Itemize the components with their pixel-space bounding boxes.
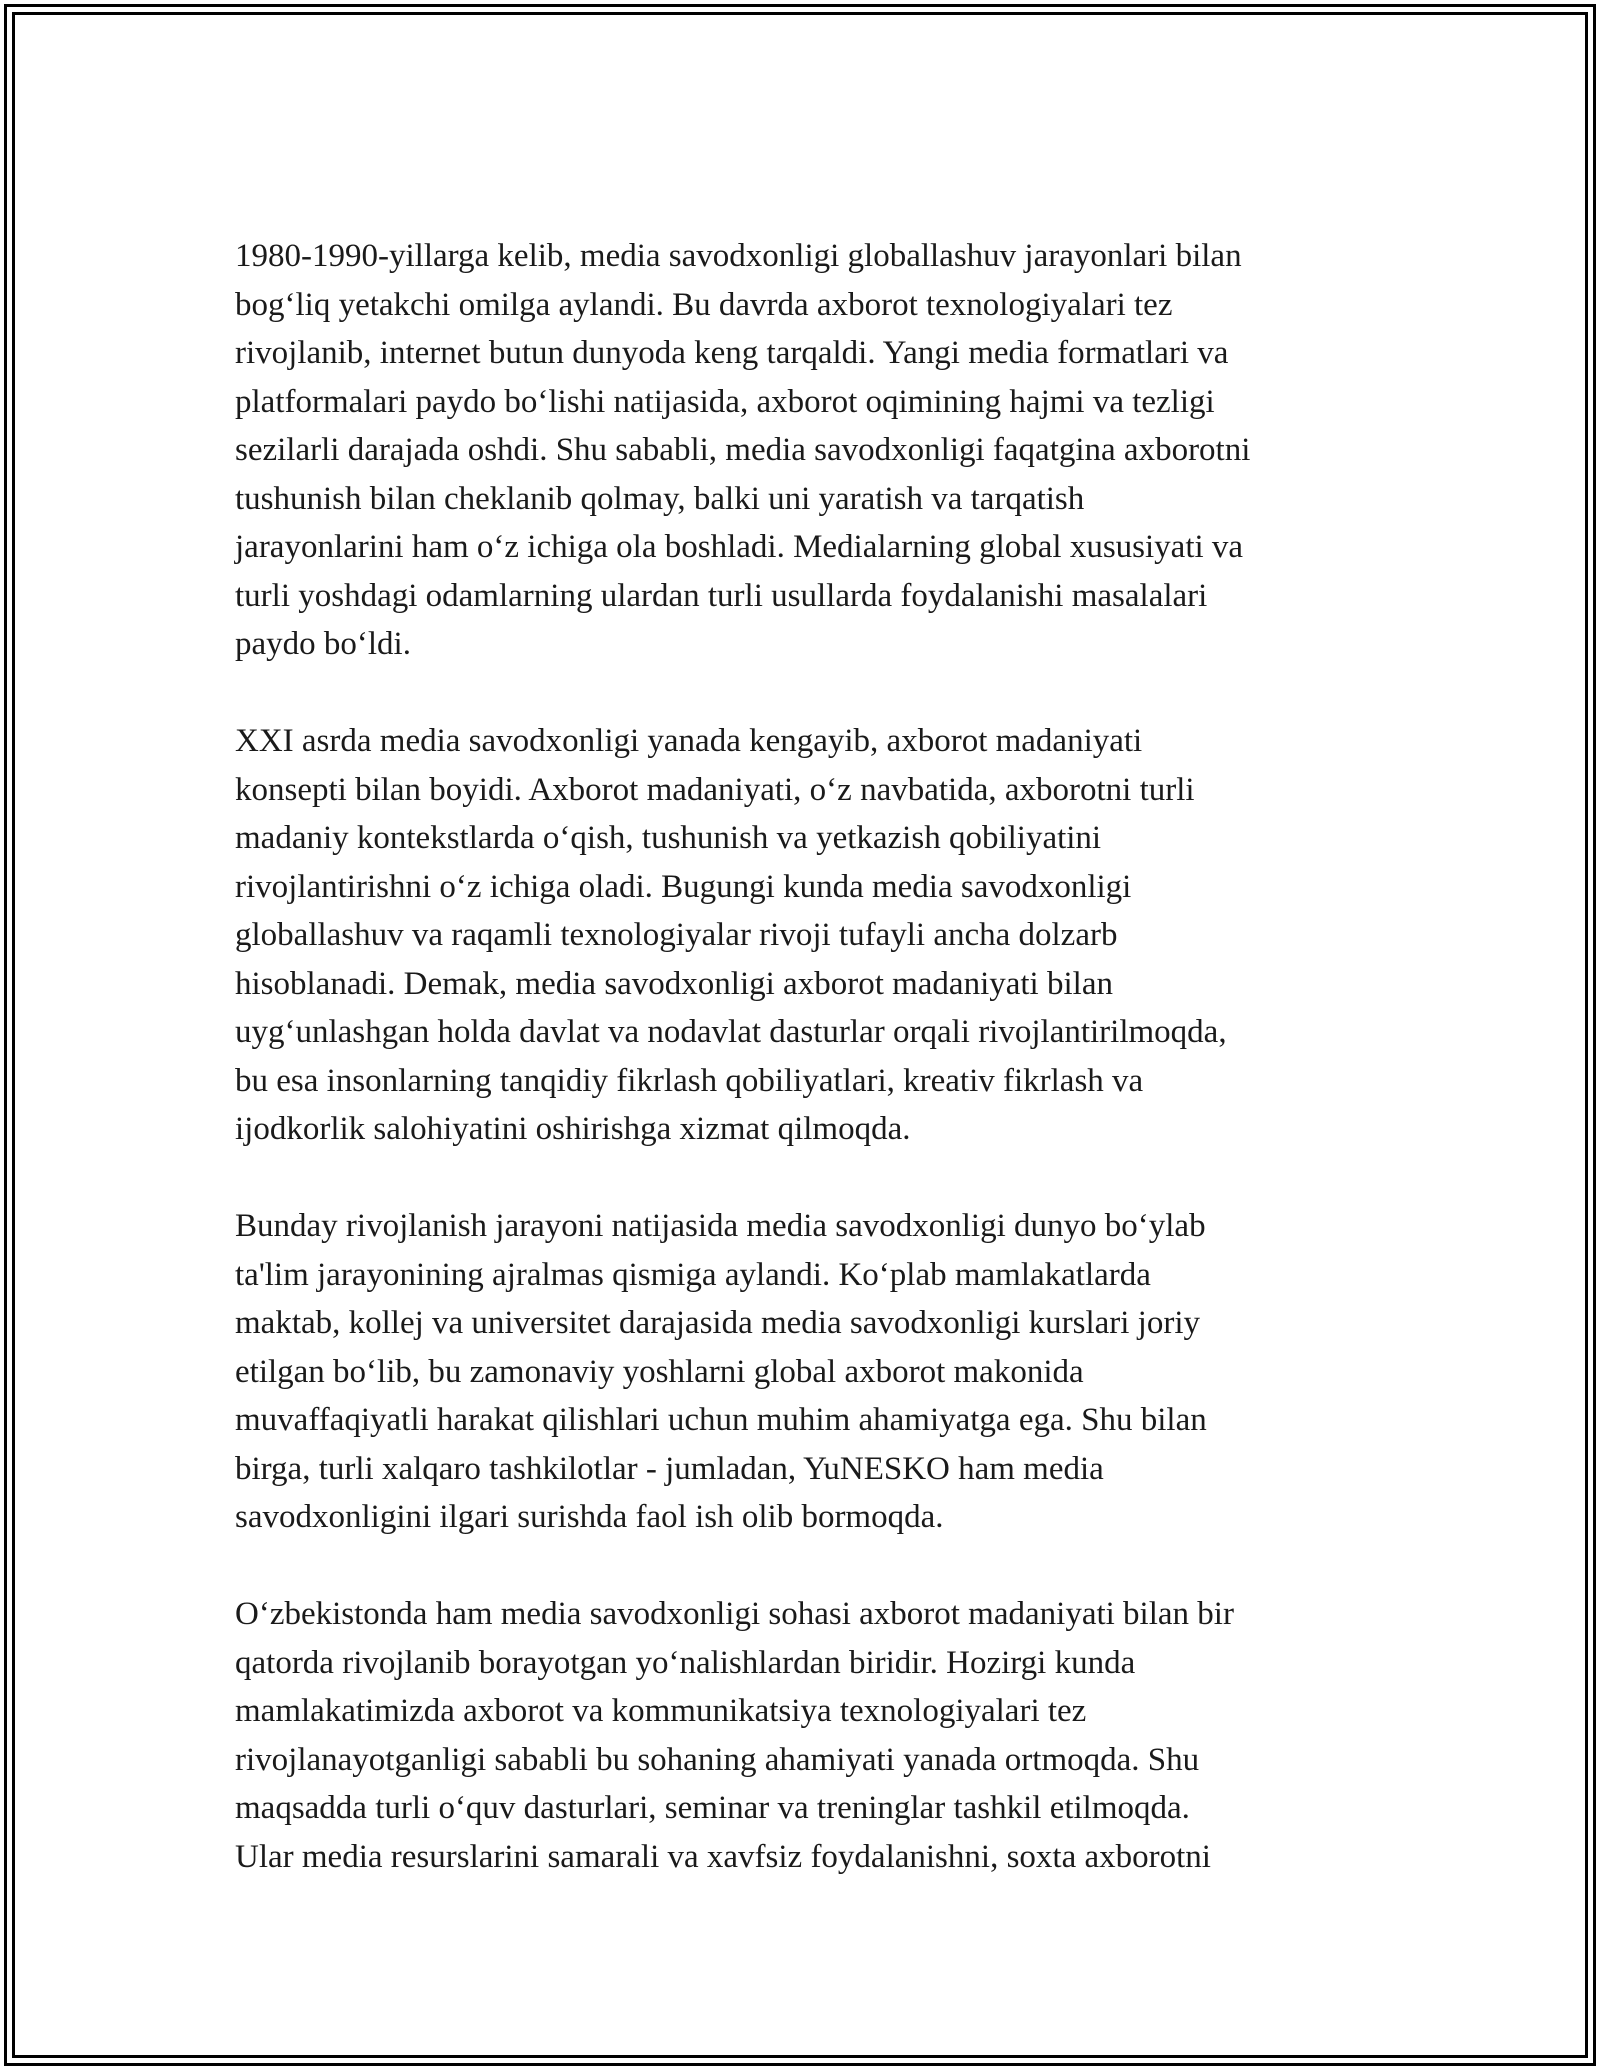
text-line: XXI asrda media savodxonligi yanada kengayib, axborot madaniyati (235, 723, 1143, 759)
text-line: Bunday rivojlanish jarayoni natijasida media savodxonligi dunyo bo‘ylab (235, 1208, 1206, 1244)
text-line: bu esa insonlarning tanqidiy fikrlash qobiliyatlari, kreativ fikrlash va (235, 1062, 1144, 1099)
paragraph-4 (235, 1590, 1375, 1881)
text-line: paydo bo‘ldi. (235, 626, 411, 662)
text-line: maktab, kollej va universitet darajasida media savodxonligi kurslari joriy (235, 1305, 1200, 1341)
text-line: konsepti bilan boyidi. Axborot madaniyati, o‘z navbatida, axborotni turli (235, 771, 1195, 808)
text-line: rivojlanayotganligi sababli bu sohaning ahamiyati yanada ortmoqda. Shu (235, 1741, 1200, 1778)
text-line: rivojlantirishni o‘z ichiga oladi. Bugungi kunda media savodxonligi (235, 868, 1132, 905)
text-line: platformalari paydo bo‘lishi natijasida, axborot oqimining hajmi va tezligi (235, 383, 1215, 420)
text-line: tushunish bilan cheklanib qolmay, balki uni yaratish va tarqatish (235, 480, 1085, 517)
text-line: globallashuv va raqamli texnologiyalar rivoji tufayli ancha dolzarb (235, 917, 1118, 953)
text-line: hisoblanadi. Demak, media savodxonligi axborot madaniyati bilan (235, 965, 1113, 1002)
text-line: 1980-1990-yillarga kelib, media savodxonligi globallashuv jarayonlari bilan (235, 238, 1242, 274)
text-line: madaniy kontekstlarda o‘qish, tushunish va yetkazish qobiliyatini (235, 820, 1102, 856)
text-line: ta'lim jarayonining ajralmas qismiga aylandi. Ko‘plab mamlakatlarda (235, 1256, 1151, 1293)
text-line: maqsadda turli o‘quv dasturlari, seminar va treninglar tashkil etilmoqda. (235, 1790, 1190, 1826)
text-line: Ular media resurslarini samarali va xavfsiz foydalanishni, soxta axborotni (235, 1838, 1211, 1875)
text-line: mamlakatimizda axborot va kommunikatsiya texnologiyalari tez (235, 1693, 1087, 1729)
text-line: muvaffaqiyatli harakat qilishlari uchun muhim ahamiyatga ega. Shu bilan (235, 1402, 1207, 1438)
document-body (235, 232, 1375, 1930)
text-line: bog‘liq yetakchi omilga aylandi. Bu davrda axborot texnologiyalari tez (235, 286, 1173, 323)
text-line: ijodkorlik salohiyatini oshirishga xizmat qilmoqda. (235, 1111, 911, 1147)
text-line: O‘zbekistonda ham media savodxonligi sohasi axborot madaniyati bilan bir (235, 1596, 1234, 1632)
text-line: rivojlanib, internet butun dunyoda keng tarqaldi. Yangi media formatlari va (235, 335, 1229, 371)
text-line: savodxonligini ilgari surishda faol ish olib bormoqda. (235, 1499, 944, 1535)
text-line: uyg‘unlashgan holda davlat va nodavlat dasturlar orqali rivojlantirilmoqda, (235, 1014, 1227, 1050)
paragraph-1 (235, 232, 1375, 669)
text-line: qatorda rivojlanib borayotgan yo‘nalishlardan biridir. Hozirgi kunda (235, 1644, 1136, 1681)
text-line: etilgan bo‘lib, bu zamonaviy yoshlarni global axborot makonida (235, 1353, 1084, 1390)
paragraph-2 (235, 717, 1375, 1154)
text-line: jarayonlarini ham o‘z ichiga ola boshladi. Medialarning global xususiyati va (235, 529, 1244, 565)
text-line: birga, turli xalqaro tashkilotlar - jumladan, YuNESKO ham media (235, 1450, 1104, 1487)
text-line: sezilarli darajada oshdi. Shu sababli, media savodxonligi faqatgina axborotni (235, 432, 1251, 468)
text-line: turli yoshdagi odamlarning ulardan turli usullarda foydalanishi masalalari (235, 577, 1208, 614)
paragraph-3 (235, 1202, 1375, 1542)
